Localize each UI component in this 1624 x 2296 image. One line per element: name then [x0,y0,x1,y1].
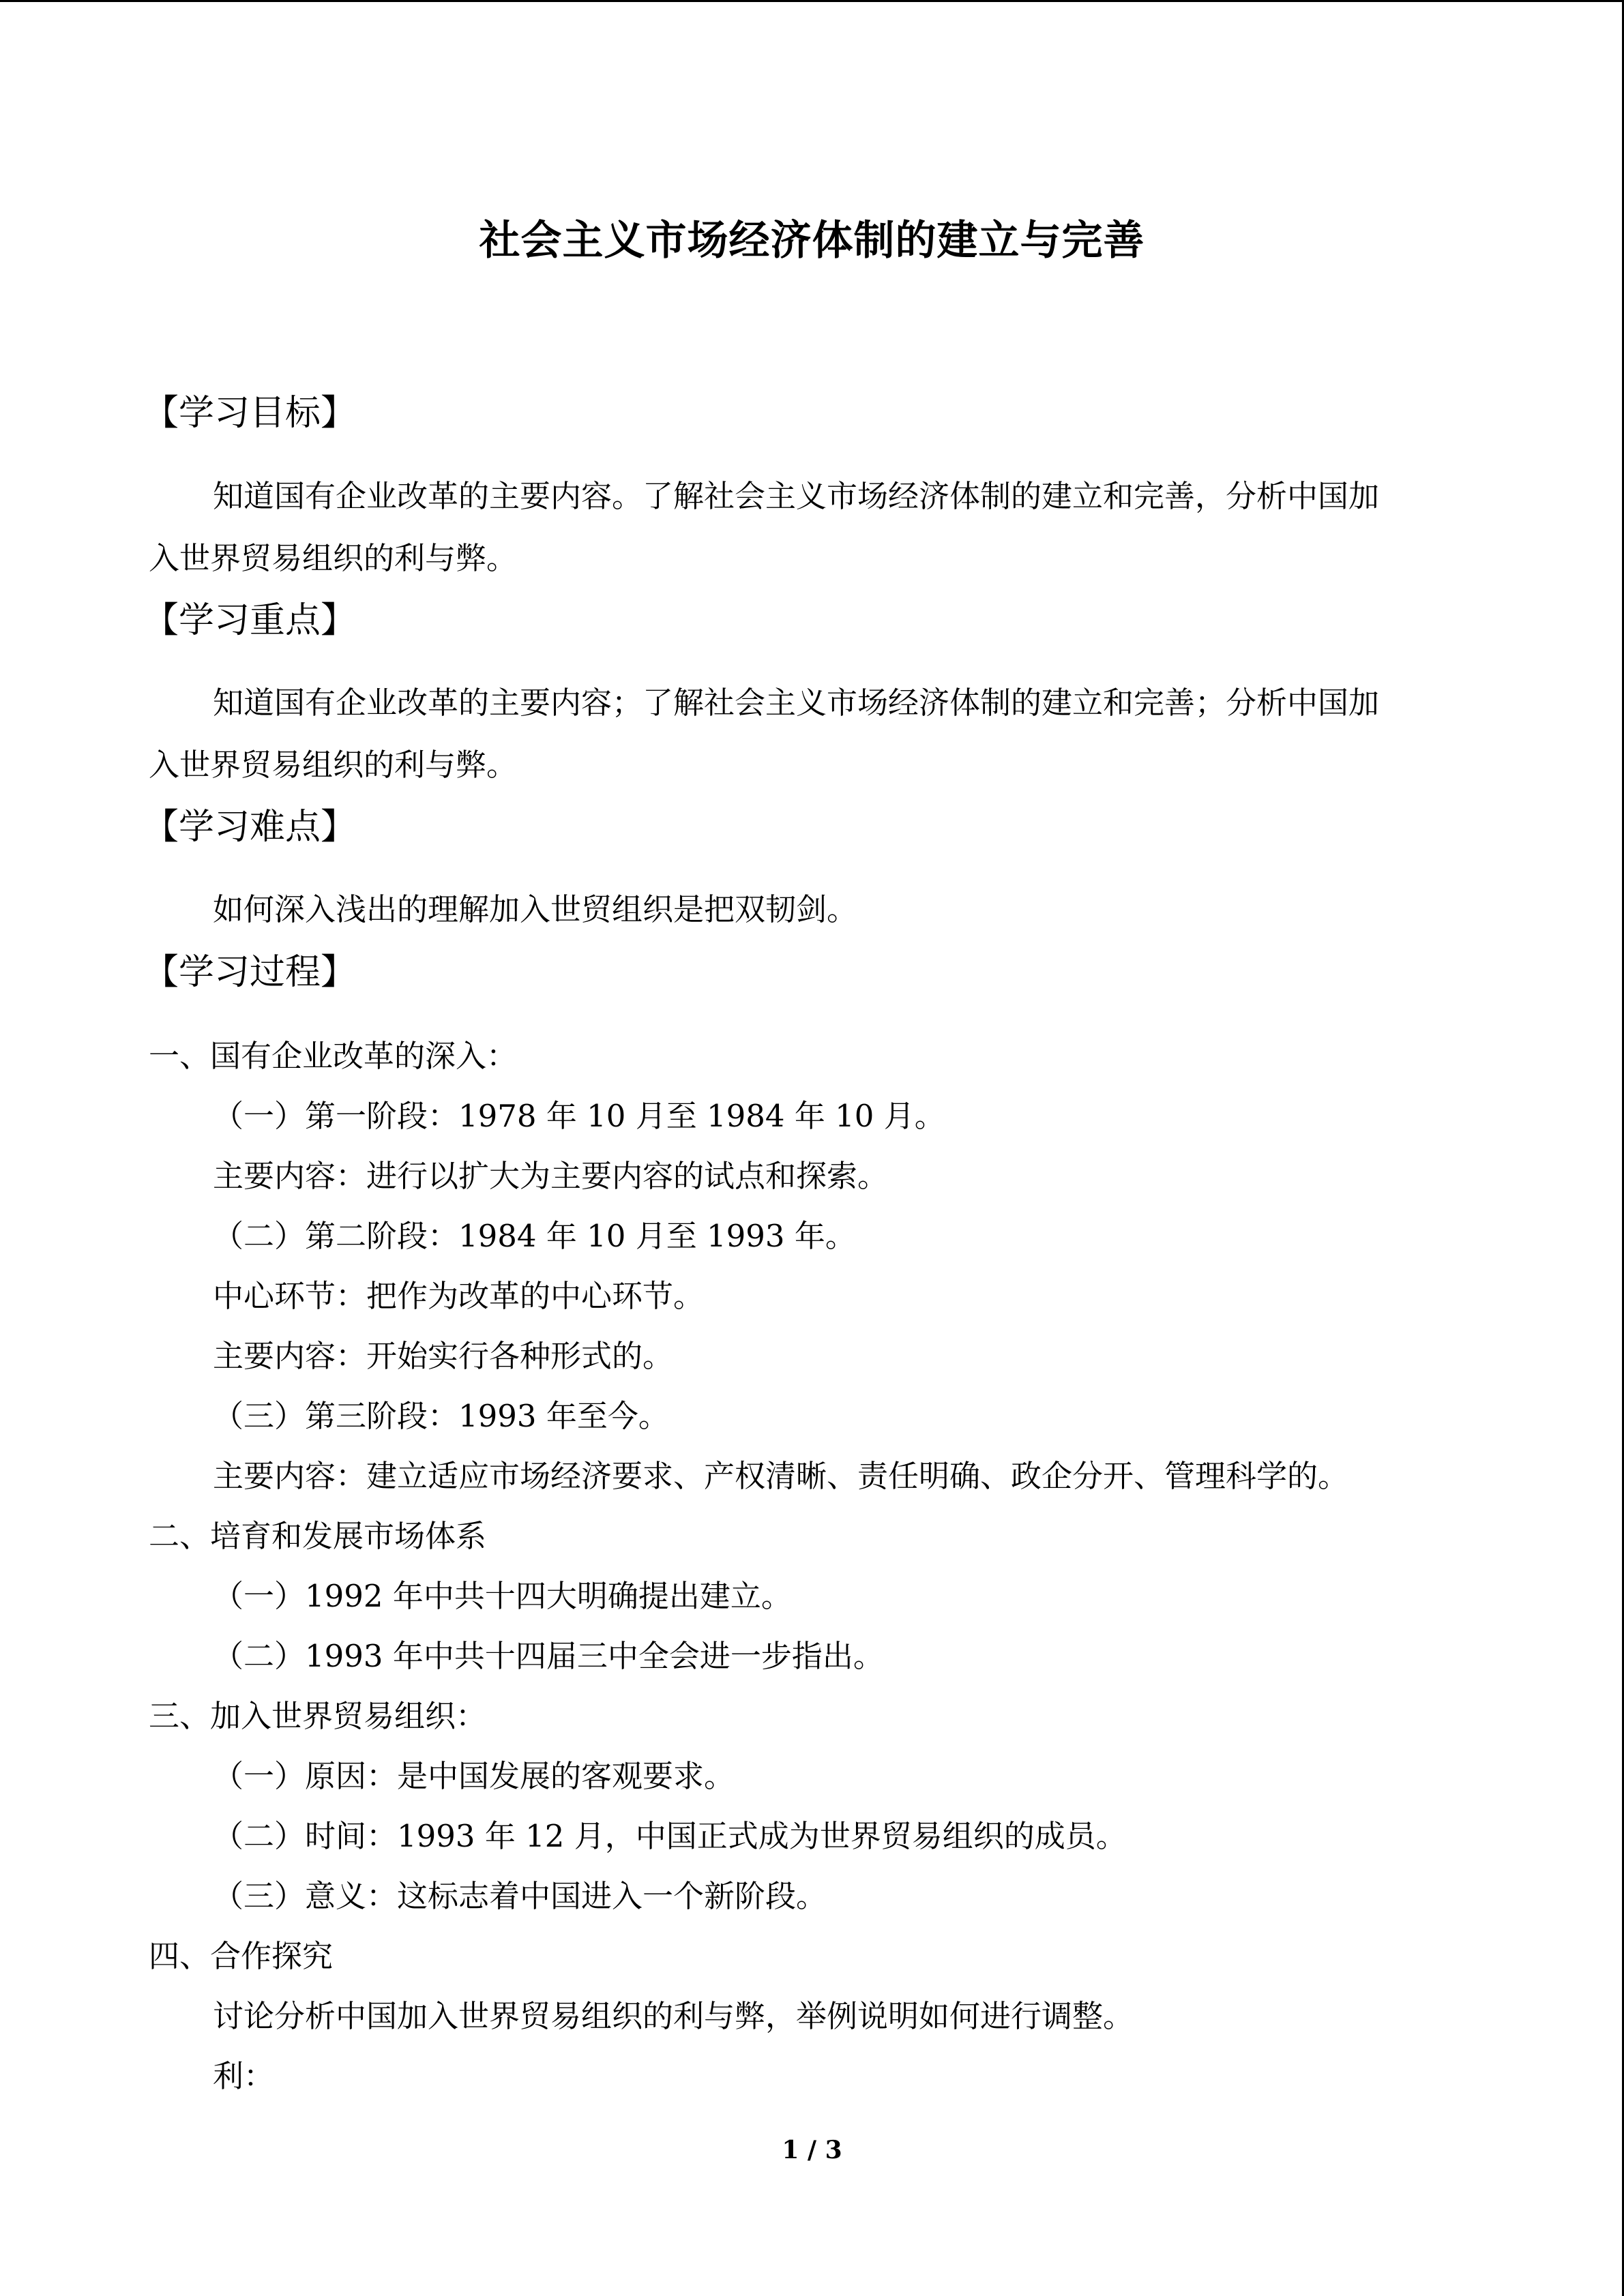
process-line: 主要内容：开始实行各种形式的。 [213,1338,674,1374]
process-line: （二）1993 年中共十四届三中全会进一步指出。 [213,1638,884,1674]
key-text-line-2: 入世界贸易组织的利与弊。 [149,747,518,783]
heading-key-points: 【学习重点】 [143,600,357,641]
process-line: （一）第一阶段：1978 年 10 月至 1984 年 10 月。 [213,1098,945,1134]
process-line: （三）意义：这标志着中国进入一个新阶段。 [213,1878,827,1914]
process-line: 二、培育和发展市场体系 [149,1518,487,1554]
process-line: 利： [213,2058,275,2094]
process-line: （一）原因：是中国发展的客观要求。 [213,1758,735,1794]
process-line: （二）时间：1993 年 12 月，中国正式成为世界贸易组织的成员。 [213,1818,1127,1854]
heading-difficulties: 【学习难点】 [143,807,357,848]
goal-text-line-2: 入世界贸易组织的利与弊。 [149,540,518,576]
goal-text-line-1: 知道国有企业改革的主要内容。了解社会主义市场经济体制的建立和完善，分析中国加 [213,478,1380,514]
process-line: 三、加入世界贸易组织： [149,1698,487,1734]
process-line: （三）第三阶段：1993 年至今。 [213,1398,669,1434]
process-line: 中心环节：把作为改革的中心环节。 [213,1278,705,1314]
process-line: 讨论分析中国加入世界贸易组织的利与弊，举例说明如何进行调整。 [213,1998,1134,2034]
process-line: 四、合作探究 [149,1938,334,1974]
process-line: （二）第二阶段：1984 年 10 月至 1993 年。 [213,1218,856,1254]
process-line: （一）1992 年中共十四大明确提出建立。 [213,1578,792,1614]
document-title: 社会主义市场经济体制的建立与完善 [479,217,1145,265]
difficulty-text-line-1: 如何深入浅出的理解加入世贸组织是把双韧剑。 [213,891,858,927]
page-number: 1 / 3 [782,2136,842,2164]
process-line: 主要内容：建立适应市场经济要求、产权清晰、责任明确、政企分开、管理科学的。 [213,1458,1349,1494]
process-line: 一、国有企业改革的深入： [149,1038,518,1074]
heading-learning-process: 【学习过程】 [143,952,357,993]
process-line: 主要内容：进行以扩大为主要内容的试点和探索。 [213,1158,889,1194]
heading-learning-goals: 【学习目标】 [143,393,357,434]
key-text-line-1: 知道国有企业改革的主要内容；了解社会主义市场经济体制的建立和完善；分析中国加 [213,685,1380,721]
